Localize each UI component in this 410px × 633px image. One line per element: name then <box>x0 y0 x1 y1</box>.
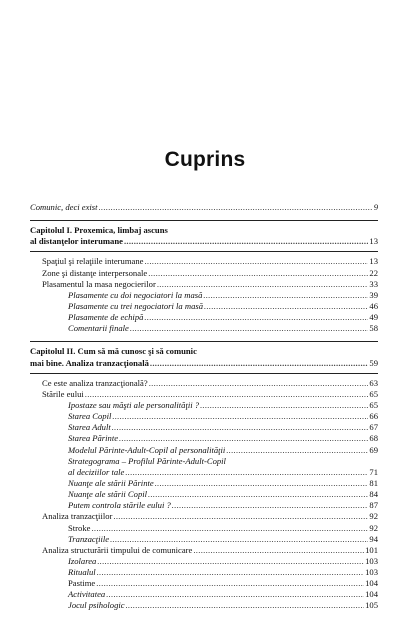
toc-entry <box>30 467 378 478</box>
toc-entry-page: 39 <box>369 289 378 300</box>
toc-leader-dots <box>110 534 368 545</box>
toc-entry-label: Pastime <box>68 578 96 589</box>
toc-entry <box>30 323 378 334</box>
toc-entry-label: Starea Adult <box>68 422 111 433</box>
toc-entry-label: al distanţelor interumane <box>30 236 123 247</box>
toc-leader-dots <box>172 500 369 511</box>
toc-entry-page: 66 <box>369 411 378 422</box>
toc-entry-label: Starea Copil <box>68 411 112 422</box>
toc-entry-label: Ce este analiza tranzacţională? <box>42 377 148 388</box>
toc-leader-dots <box>150 358 369 369</box>
toc-chapter-heading: Capitolul II. Cum să mă cunosc şi să comunic <box>30 346 197 357</box>
toc-leader-dots <box>124 236 368 247</box>
toc-entry-label: Izolarea <box>68 555 97 566</box>
toc-entry-page: 68 <box>369 433 378 444</box>
toc-entry <box>30 389 378 400</box>
toc-entry <box>30 500 378 511</box>
toc-leader-dots <box>126 600 365 611</box>
toc-entry-page: 101 <box>365 544 378 555</box>
toc-entry-page: 65 <box>369 388 378 399</box>
toc-leader-dots <box>157 279 369 290</box>
toc-entry-label: Comunic, deci exist <box>30 201 98 212</box>
toc-entry <box>30 312 378 323</box>
toc-entry-label: Comentarii finale <box>68 323 129 334</box>
toc-entry-label: Activitatea <box>68 589 106 600</box>
toc-entry-page: 103 <box>365 555 378 566</box>
toc-entry-page: 105 <box>365 600 378 611</box>
toc-entry <box>30 511 378 522</box>
toc-leader-dots <box>119 433 368 444</box>
toc-entry <box>30 400 378 411</box>
toc-entry-page: 9 <box>373 201 378 212</box>
toc-entry-label: Ipostaze sau măşti ale personalităţii ? <box>68 399 200 410</box>
toc-entry <box>30 202 378 213</box>
toc-entry-label: Nuanţe ale stării Părinte <box>68 477 154 488</box>
toc-entry-page: 65 <box>369 399 378 410</box>
toc-entry-label: Plasamente cu doi negociatori la masă <box>68 289 203 300</box>
toc-entry-label: Putem controla stările eului ? <box>68 500 171 511</box>
toc-entry <box>30 567 378 578</box>
toc-entry <box>30 556 378 567</box>
toc-entry-label: Strategograma – Profilul Părinte-Adult-Copil <box>68 455 226 466</box>
toc-entry <box>30 578 378 589</box>
toc-chapter-entry <box>30 358 378 369</box>
toc-leader-dots <box>149 378 369 389</box>
toc-entry-page: 59 <box>369 357 378 368</box>
section-divider <box>30 251 378 252</box>
toc-chapter-entry <box>30 236 378 247</box>
toc-leader-dots <box>96 578 364 589</box>
toc-entry-page: 87 <box>369 500 378 511</box>
toc-entry-label: Zone şi distanţe interpersonale <box>42 267 148 278</box>
toc-entry <box>30 378 378 389</box>
toc-entry <box>30 589 378 600</box>
toc-leader-dots <box>144 256 368 267</box>
toc-entry-label: Plasamentul la masa negocierilor <box>42 278 156 289</box>
toc-leader-dots <box>148 268 368 279</box>
toc-entry <box>30 279 378 290</box>
toc-entry <box>30 478 378 489</box>
toc-entry-page: 94 <box>369 533 378 544</box>
toc-entry-label: mai bine. Analiza tranzacţională <box>30 357 149 368</box>
toc-entry-page: 104 <box>365 578 378 589</box>
toc-leader-dots <box>99 202 373 213</box>
toc-leader-dots <box>130 323 369 334</box>
toc-entry <box>30 601 378 612</box>
toc-entry-label: Plasamente cu trei negociatori la masă <box>68 300 204 311</box>
toc-entry <box>30 268 378 279</box>
toc-leader-dots <box>106 589 364 600</box>
page-title: Cuprins <box>164 148 246 171</box>
table-of-contents <box>30 202 378 612</box>
toc-entry-label: Analiza structurării timpului de comunicare <box>42 544 193 555</box>
toc-leader-dots <box>112 422 369 433</box>
toc-entry-label: Modelul Părinte-Adult-Copil al personalităţii <box>68 444 226 455</box>
toc-entry <box>30 290 378 301</box>
toc-entry-page: 69 <box>369 444 378 455</box>
toc-entry-page: 92 <box>369 522 378 533</box>
toc-leader-dots <box>148 489 368 500</box>
toc-entry-label: Tranzacţiile <box>68 533 110 544</box>
toc-entry <box>30 301 378 312</box>
toc-leader-dots <box>155 478 369 489</box>
toc-leader-dots <box>97 556 364 567</box>
toc-entry-page: 103 <box>365 567 378 578</box>
toc-entry <box>30 411 378 422</box>
toc-entry-page: 71 <box>369 466 378 477</box>
toc-entry-page: 63 <box>369 377 378 388</box>
toc-leader-dots <box>226 445 368 456</box>
toc-entry-page: 104 <box>365 589 378 600</box>
toc-entry <box>30 422 378 433</box>
toc-entry-label: Starea Părinte <box>68 433 119 444</box>
toc-entry-label: Stările eului <box>42 388 84 399</box>
toc-leader-dots <box>193 545 364 556</box>
toc-entry-page: 58 <box>369 323 378 334</box>
toc-entry-label: Jocul psihologic <box>68 600 125 611</box>
toc-chapter-heading: Capitolul I. Proxemica, limbaj ascuns <box>30 225 168 236</box>
toc-leader-dots <box>125 467 368 478</box>
toc-entry-page: 13 <box>369 236 378 247</box>
toc-entry-page: 92 <box>369 511 378 522</box>
toc-leader-dots <box>144 312 368 323</box>
section-divider <box>30 373 378 374</box>
toc-leader-dots <box>204 301 368 312</box>
toc-leader-dots <box>200 400 368 411</box>
toc-leader-dots <box>85 389 369 400</box>
section-divider <box>30 341 378 342</box>
toc-entry-label: Stroke <box>68 522 91 533</box>
toc-entry-page: 46 <box>369 300 378 311</box>
toc-leader-dots <box>91 523 368 534</box>
toc-entry <box>30 534 378 545</box>
toc-entry-page: 67 <box>369 422 378 433</box>
toc-entry <box>30 523 378 534</box>
toc-entry-label: Ritualul <box>68 567 96 578</box>
toc-entry-label: al deciziilor tale <box>68 466 125 477</box>
toc-entry-page: 81 <box>369 477 378 488</box>
toc-entry-label: Nuanţe ale stării Copil <box>68 489 148 500</box>
section-divider <box>30 220 378 221</box>
toc-entry <box>30 545 378 556</box>
toc-entry-page: 22 <box>369 267 378 278</box>
toc-entry-page: 13 <box>369 256 378 267</box>
toc-entry <box>30 489 378 500</box>
toc-leader-dots <box>112 411 368 422</box>
toc-entry-label: Spaţiul şi relaţiile interumane <box>42 256 144 267</box>
toc-leader-dots <box>113 511 368 522</box>
toc-entry-label: Analiza tranzacţiilor <box>42 511 113 522</box>
toc-leader-dots <box>203 290 368 301</box>
toc-leader-dots <box>97 567 364 578</box>
toc-entry-page: 33 <box>369 278 378 289</box>
toc-entry <box>30 256 378 267</box>
toc-entry-label: Plasamente de echipă <box>68 312 144 323</box>
toc-entry-page: 49 <box>369 312 378 323</box>
toc-entry <box>30 445 378 456</box>
toc-entry <box>30 433 378 444</box>
toc-entry-page: 84 <box>369 489 378 500</box>
